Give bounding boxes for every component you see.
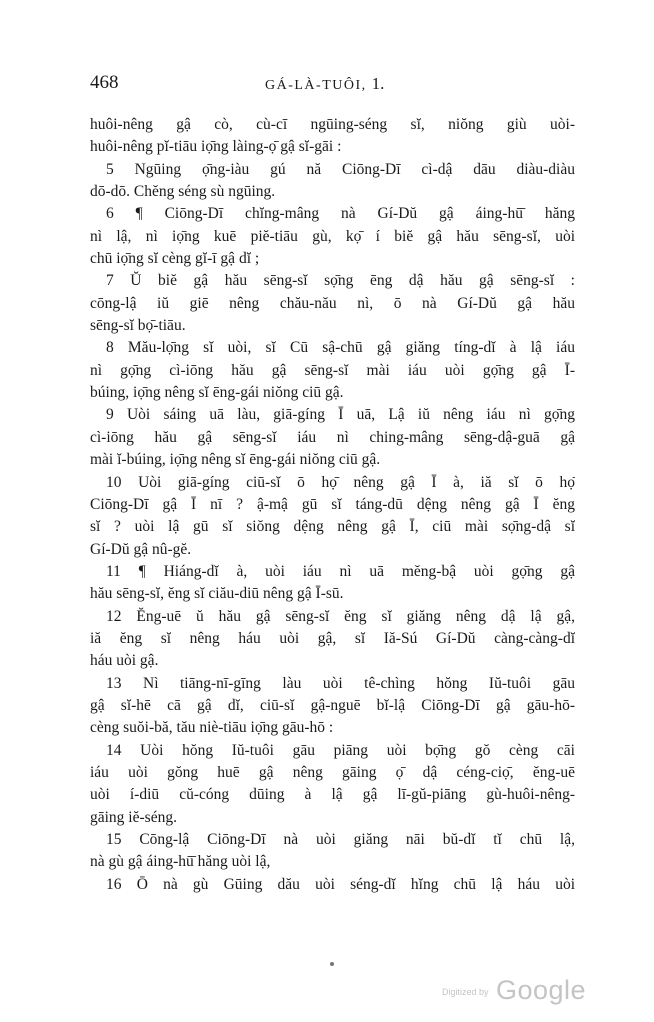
verse-14-start: 14 Uòi hŏng Iŭ-tuôi gāu piāng uòi bọ̄ng gŏ cèng cāi (106, 741, 575, 759)
verse-7-start: 7 Ŭ biĕ gậ hău sēng-sĭ sọ̄ng ēng dậ hău gậ sēng-sĭ : (106, 272, 575, 290)
text-line: búing, iọ̄ng nêng sĭ ēng-gái niŏng ciū gậ. (90, 384, 344, 402)
text-line: gậ sĭ-hē cā gậ dĭ, ciū-sĭ gậ-nguē bĭ-lậ Ciōng-Dī gậ gāu-hō- (90, 696, 575, 714)
verse-15-start: 15 Cōng-lậ Ciōng-Dī nà uòi giăng nāi bŭ-dĭ tĭ chū lậ, (106, 831, 575, 848)
verse-11-start: 11 ¶ Hiáng-dĭ à, uòi iáu nì uā mĕng-bậ uòi gọ̄ng gậ (106, 562, 575, 580)
text-line: iă ĕng sĭ nêng háu uòi gậ, sĭ Iă-Sú Gí-Dŭ càng-càng-dĭ (90, 629, 575, 647)
text-line: chū iọ̄ng sĭ cèng gĭ-ī gậ dĭ ; (90, 250, 260, 268)
text-line: cì-iōng hău gậ sēng-sĭ iáu nì ching-mâng sēng-dậ-guā gậ (90, 428, 575, 446)
text-line: mài ĭ-búing, iọ̄ng nêng sĭ ēng-gái niŏng ciū gậ. (90, 451, 381, 469)
text-line: gāing iĕ-séng. (90, 808, 177, 826)
verse-9-start: 9 Uòi sáing uā làu, giā-gíng Ī uā, Lậ iŭ nêng iáu nì gọ̄ng (106, 406, 575, 424)
text-line: Ciōng-Dī gậ Ī nī ? ậ-mậ gū sĭ táng-dū dệng nêng gậ Ī ĕng (90, 495, 575, 513)
watermark-caption: Digitized by (442, 987, 489, 997)
text-line: sĭ ? uòi lậ gū sĭ siŏng dệng nêng gậ Ī, ciū mài sọ̄ng-dậ sĭ (90, 518, 575, 536)
text-line: dō-dō. Chĕng séng sù ngūing. (90, 183, 276, 201)
text-line: huôi-nêng pĭ-tiāu iọ̄ng làing-ọ̄ gậ sĭ-gāi : (90, 138, 342, 156)
text-line: nì lậ, nì iọ̄ng kuē piĕ-tiāu gù, kọ̄ í biĕ gậ hău sēng-sĭ, uòi (90, 227, 575, 245)
text-line: Gí-Dŭ gậ nû-gĕ. (90, 540, 192, 558)
verse-13-start: 13 Nì tiāng-nī-gīng làu uòi tê-chìng hŏng Iŭ-tuôi gāu (106, 674, 575, 692)
text-line: iáu uòi gŏng huē gậ nêng gāing ọ̄ dậ céng-ciọ̄, ĕng-uē (90, 763, 575, 781)
body-text (90, 114, 575, 896)
running-title (265, 74, 384, 94)
page-header (90, 72, 575, 98)
verse-8-start: 8 Mău-lọ̄ng sĭ uòi, sĭ Cū sậ-chū gậ giăng tíng-dĭ à lậ iáu (106, 339, 575, 357)
text-line: nà gù gậ áing-hū̄ hăng uòi lậ, (90, 853, 271, 871)
page-number: 468 (90, 72, 119, 93)
text-line: háu uòi gậ. (90, 652, 159, 670)
text-line: uòi í-diū cŭ-cóng dūing à lậ gậ lī-gŭ-piāng gù-huôi-nêng- (90, 786, 575, 804)
running-title-text: GÁ-LÀ-TUÔI, (265, 78, 367, 93)
text-line: cōng-lậ iŭ giē nêng chău-nău nì, ō nà Gí-Dŭ gậ hău (90, 294, 575, 312)
running-title-volume: 1. (371, 74, 385, 93)
digitized-watermark (442, 975, 586, 1006)
verse-16-start: 16 Ō nà gù Gūing dău uòi séng-dĭ hĭng chū lậ háu uòi (106, 875, 575, 893)
verse-10-start: 10 Uòi giā-gíng ciū-sĭ ō họ̄ nêng gậ Ī à, iă sĭ ō họ̄ (106, 473, 575, 491)
footer-dot (330, 962, 334, 966)
text-line: cèng suŏi-bă, tău niè-tiāu iọ̄ng gāu-hō : (90, 719, 334, 737)
text-line: huôi-nêng gậ cò, cù-cī ngūing-séng sĭ, niŏng giù uòi- (90, 116, 575, 133)
text-line: sēng-sĭ bọ̄-tiāu. (90, 317, 186, 335)
google-logo: Google (495, 975, 587, 1005)
verse-5-start: 5 Ngūing ọ̄ng-iàu gú nă Ciōng-Dī cì-dậ dāu diàu-diàu (106, 160, 575, 178)
verse-12-start: 12 Ĕng-uē ŭ hău gậ sēng-sĭ ĕng sĭ giăng nêng dậ lậ gậ, (106, 607, 575, 625)
text-line: hău sēng-sĭ, ĕng sĭ ciău-diū nêng gậ Ī-sū. (90, 585, 344, 603)
verse-6-start: 6 ¶ Ciōng-Dī chĭng-mâng nà Gí-Dŭ gậ áing-hū̄ hăng (106, 205, 575, 223)
text-line: nì gọ̄ng cì-iōng hău gậ sēng-sĭ mài iáu uòi gọ̄ng gậ Ī- (90, 361, 575, 379)
